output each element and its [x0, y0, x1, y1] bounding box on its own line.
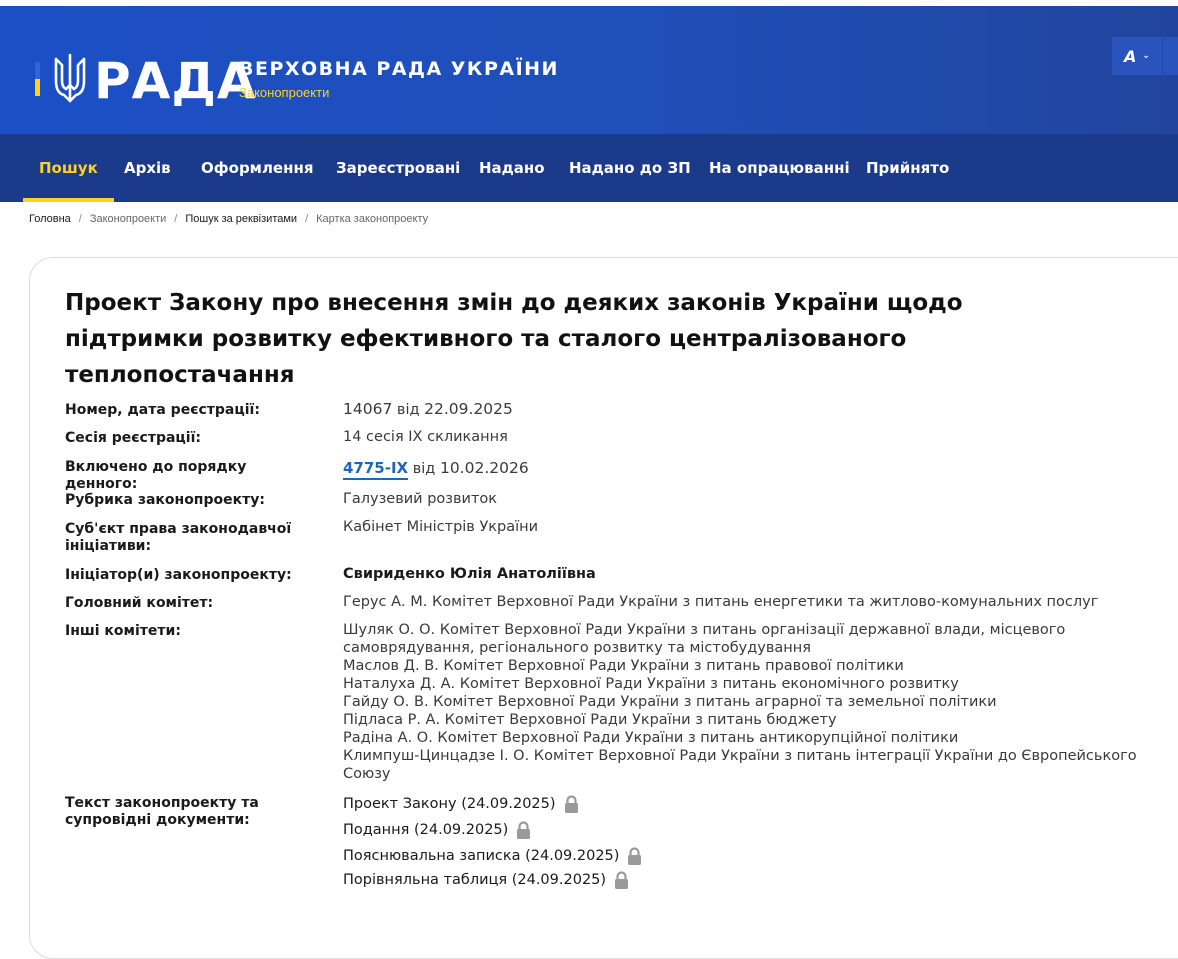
committee-line: Радіна А. О. Комітет Верховної Ради України з питань антикорупційної політики	[343, 730, 959, 746]
font-size-dropdown[interactable]	[1112, 37, 1178, 75]
value-session: 14 сесія IX скликання	[343, 429, 508, 445]
breadcrumb-bills[interactable]: Законопроекти	[89, 213, 167, 225]
committee-line: Климпуш-Цинцадзе І. О. Комітет Верховної Ради України з питань інтеграції України до Європейського	[343, 748, 1137, 764]
from-word: від	[412, 461, 436, 477]
document-title: Пояснювальна записка (24.09.2025)	[343, 848, 620, 864]
document-link-draft-law[interactable]	[343, 795, 579, 813]
nav-item-submitted-to-zp[interactable]: Надано до ЗП	[569, 159, 691, 177]
main-nav	[0, 134, 1178, 202]
registration-date: 22.09.2025	[424, 400, 513, 418]
document-link-explanatory-note[interactable]	[343, 847, 642, 865]
agenda-date: 10.02.2026	[439, 459, 529, 477]
from-word: від	[396, 402, 420, 418]
label-subject: Суб'єкт права законодавчої ініціативи:	[65, 521, 292, 554]
section-subtitle: Законопроекти	[239, 85, 330, 100]
nav-item-registered[interactable]: Зареєстровані	[336, 159, 461, 177]
logo-rada-text: РАДА	[94, 52, 257, 110]
value-number-date	[343, 400, 1163, 419]
lock-icon	[516, 821, 531, 839]
chevron-down-icon: ⌄	[1142, 51, 1150, 61]
nav-item-submitted[interactable]: Надано	[479, 159, 545, 177]
document-link-submission[interactable]	[343, 821, 531, 839]
ukraine-flag-stripe	[35, 62, 40, 96]
label-other-committees: Інші комітети:	[65, 623, 181, 639]
committee-line: Маслов Д. В. Комітет Верховної Ради України з питань правової політики	[343, 658, 904, 674]
nav-item-in-processing[interactable]: На опрацюванні	[709, 159, 850, 177]
lock-icon	[564, 795, 579, 813]
committee-line: Наталуха Д. А. Комітет Верховної Ради України з питань економічного розвитку	[343, 676, 959, 692]
label-main-committee: Головний комітет:	[65, 595, 214, 611]
committee-line: Союзу	[343, 766, 391, 782]
committee-line: самоврядування, регіонального розвитку та містобудування	[343, 640, 811, 656]
label-initiator: Ініціатор(и) законопроекту:	[65, 567, 292, 583]
breadcrumb-search-by-details[interactable]: Пошук за реквізитами	[185, 213, 298, 225]
nav-item-search[interactable]: Пошук	[39, 134, 98, 202]
committee-line: Гайду О. В. Комітет Верховної Ради України з питань аграрної та земельної політики	[343, 694, 997, 710]
value-initiator: Свириденко Юлія Анатоліївна	[343, 566, 596, 582]
nav-item-drafting[interactable]: Оформлення	[201, 159, 314, 177]
bill-title: Проект Закону про внесення змін до деяких законів України щодо підтримки розвитку ефективного та сталого централізованого теплопостачання	[65, 290, 963, 388]
value-main-committee: Герус А. М. Комітет Верховної Ради України з питань енергетики та житлово-комунальних послуг	[343, 594, 1099, 610]
bill-number: 14067	[343, 400, 393, 418]
document-link-comparative-table[interactable]	[343, 871, 629, 889]
committee-line: Підласа Р. А. Комітет Верховної Ради України з питань бюджету	[343, 712, 837, 728]
breadcrumb: Головна / Законопроекти / Пошук за реквізитами / Картка законопроекту	[29, 213, 429, 225]
lock-icon	[614, 871, 629, 889]
breadcrumb-home[interactable]: Головна	[29, 213, 71, 225]
value-agenda	[343, 459, 1163, 478]
value-subject: Кабінет Міністрів України	[343, 519, 539, 535]
label-agenda: Включено до порядку денного:	[65, 459, 247, 492]
site-header	[0, 6, 1178, 134]
committee-line: Шуляк О. О. Комітет Верховної Ради України з питань організації державної влади, місцевого	[343, 622, 1066, 638]
document-title: Проект Закону (24.09.2025)	[343, 796, 556, 812]
label-documents: Текст законопроекту та супровідні документи:	[65, 795, 259, 828]
font-size-label: A	[1124, 46, 1137, 66]
value-rubric: Галузевий розвиток	[343, 491, 498, 507]
breadcrumb-current: Картка законопроекту	[316, 213, 429, 225]
label-number-date: Номер, дата реєстрації:	[65, 402, 260, 418]
agenda-resolution-link[interactable]: 4775-IX	[343, 459, 408, 480]
nav-item-archive[interactable]: Архів	[124, 159, 171, 177]
label-session: Сесія реєстрації:	[65, 430, 202, 446]
font-button-divider	[1162, 37, 1163, 75]
lock-icon	[627, 847, 642, 865]
label-rubric: Рубрика законопроекту:	[65, 492, 265, 508]
trident-icon	[52, 51, 88, 107]
org-title: ВЕРХОВНА РАДА УКРАЇНИ	[239, 58, 559, 80]
document-title: Подання (24.09.2025)	[343, 822, 509, 838]
nav-item-adopted[interactable]: Прийнято	[866, 159, 950, 177]
value-other-committees	[343, 621, 1163, 783]
document-title: Порівняльна таблиця (24.09.2025)	[343, 872, 607, 888]
